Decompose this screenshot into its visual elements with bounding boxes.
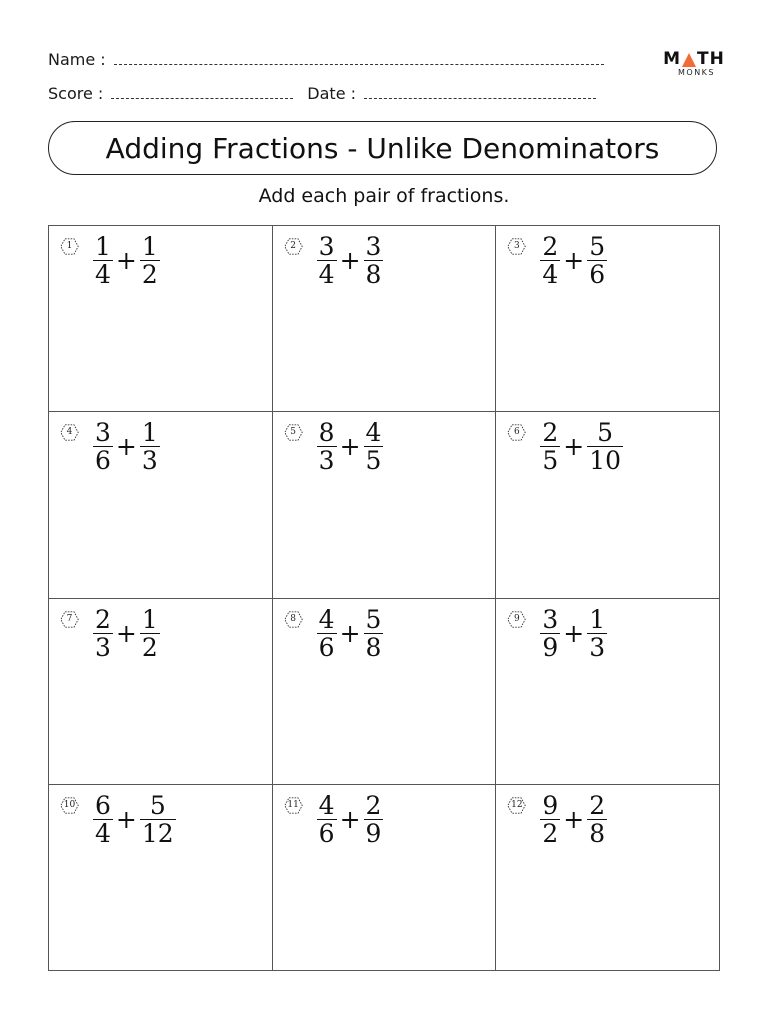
- problem-cell[interactable]: [273, 785, 497, 971]
- denominator: 6: [318, 632, 335, 662]
- numerator: 1: [141, 418, 158, 448]
- problem-number-badge: [507, 797, 526, 814]
- second-fraction: [140, 418, 160, 476]
- logo-wordmark: [664, 50, 724, 68]
- problem-number: 11: [287, 799, 299, 810]
- problem-cell[interactable]: [496, 785, 720, 971]
- denominator: 4: [318, 260, 335, 289]
- numerator: 2: [542, 418, 559, 448]
- first-fraction: [317, 790, 337, 848]
- problem-number: 7: [66, 613, 73, 624]
- plus-sign: +: [563, 618, 585, 648]
- fraction-expression: [93, 418, 160, 476]
- problem-number: 8: [290, 613, 297, 624]
- second-fraction: [587, 418, 623, 476]
- numerator: 1: [141, 232, 158, 261]
- second-fraction: [140, 234, 160, 287]
- fraction-expression: [317, 790, 384, 848]
- denominator: 12: [141, 818, 174, 848]
- title-banner: [48, 121, 717, 175]
- problem-cell[interactable]: [273, 226, 497, 412]
- denominator: 5: [542, 446, 559, 476]
- problem-number-badge: [60, 424, 79, 441]
- fraction-expression: [93, 604, 160, 662]
- plus-sign: +: [115, 618, 137, 648]
- numerator: 1: [95, 232, 111, 261]
- math-monks-logo: [664, 50, 724, 78]
- problem-number-badge: [60, 238, 79, 255]
- second-fraction: [587, 234, 607, 287]
- fraction-expression: [540, 604, 607, 662]
- plus-sign: +: [339, 618, 361, 648]
- problem-number-badge: [284, 424, 303, 441]
- numerator: 5: [589, 232, 606, 261]
- denominator: 3: [589, 632, 606, 662]
- problem-cell[interactable]: [49, 599, 273, 785]
- denominator: 3: [141, 446, 158, 476]
- denominator: 8: [365, 632, 382, 662]
- second-fraction: [364, 418, 384, 476]
- problem-cell[interactable]: [49, 412, 273, 598]
- numerator: 5: [365, 604, 382, 634]
- denominator: 3: [318, 446, 335, 476]
- problem-number-badge: [60, 611, 79, 628]
- problem-number-badge: [60, 797, 79, 814]
- first-fraction: [317, 604, 337, 662]
- problem-number: 3: [513, 241, 520, 251]
- problem-number: 10: [63, 799, 76, 810]
- problem-cell[interactable]: [496, 599, 720, 785]
- score-field[interactable]: [111, 98, 293, 99]
- plus-sign: +: [563, 804, 585, 834]
- date-field[interactable]: [364, 98, 596, 99]
- first-fraction: [540, 234, 560, 287]
- plus-sign: +: [115, 804, 137, 834]
- denominator: 3: [95, 632, 111, 662]
- first-fraction: [317, 234, 337, 287]
- denominator: 9: [365, 818, 382, 848]
- first-fraction: [540, 790, 560, 848]
- logo-word-left: M: [663, 49, 682, 69]
- problem-number-badge: [507, 611, 526, 628]
- first-fraction: [540, 604, 560, 662]
- logo-triangle-icon: [682, 53, 696, 67]
- numerator: 5: [597, 418, 614, 448]
- problem-number-badge: [284, 797, 303, 814]
- fraction-expression: [317, 234, 384, 287]
- first-fraction: [93, 604, 113, 662]
- denominator: 2: [542, 818, 559, 848]
- second-fraction: [140, 604, 160, 662]
- page-title: Adding Fractions - Unlike Denominators: [105, 131, 660, 165]
- numerator: 8: [318, 418, 335, 448]
- denominator: 6: [589, 260, 606, 289]
- problem-number: 2: [290, 241, 297, 251]
- numerator: 1: [589, 604, 606, 634]
- fraction-expression: [317, 604, 384, 662]
- first-fraction: [317, 418, 337, 476]
- name-field-row: [48, 50, 604, 69]
- plus-sign: +: [563, 432, 585, 462]
- first-fraction: [93, 234, 113, 287]
- denominator: 2: [141, 260, 158, 289]
- problem-number: 5: [290, 427, 297, 438]
- second-fraction: [587, 604, 607, 662]
- numerator: 2: [589, 790, 606, 820]
- second-fraction: [364, 790, 384, 848]
- first-fraction: [93, 418, 113, 476]
- numerator: 3: [365, 232, 382, 261]
- numerator: 4: [318, 604, 335, 634]
- denominator: 4: [95, 818, 111, 848]
- second-fraction: [140, 790, 176, 848]
- problem-cell[interactable]: [49, 785, 273, 971]
- second-fraction: [364, 604, 384, 662]
- fraction-expression: [540, 234, 607, 287]
- denominator: 8: [589, 818, 606, 848]
- name-label: Name :: [48, 50, 106, 69]
- fraction-expression: [317, 418, 384, 476]
- plus-sign: +: [115, 432, 137, 462]
- denominator: 8: [365, 260, 382, 289]
- denominator: 9: [542, 632, 559, 662]
- numerator: 2: [542, 232, 559, 261]
- problem-number: 1: [66, 241, 73, 251]
- denominator: 2: [141, 632, 158, 662]
- plus-sign: +: [339, 432, 361, 462]
- problem-number-badge: [284, 611, 303, 628]
- denominator: 6: [318, 818, 335, 848]
- problem-cell[interactable]: [496, 226, 720, 412]
- problem-number: 4: [66, 427, 73, 438]
- second-fraction: [587, 790, 607, 848]
- logo-word-right: TH: [697, 49, 725, 69]
- numerator: 4: [365, 418, 382, 448]
- numerator: 3: [318, 232, 335, 261]
- score-label: Score :: [48, 84, 104, 103]
- date-label: Date :: [307, 84, 357, 103]
- numerator: 2: [95, 604, 111, 634]
- second-fraction: [364, 234, 384, 287]
- plus-sign: +: [339, 804, 361, 834]
- problem-cell[interactable]: [496, 412, 720, 598]
- numerator: 9: [542, 790, 559, 820]
- numerator: 6: [95, 790, 111, 820]
- denominator: 4: [95, 260, 111, 289]
- logo-subtitle: MONKS: [678, 68, 716, 77]
- plus-sign: +: [339, 246, 361, 275]
- problem-cell[interactable]: [273, 599, 497, 785]
- denominator: 6: [95, 446, 111, 476]
- plus-sign: +: [563, 246, 585, 275]
- name-field[interactable]: [114, 64, 604, 65]
- problem-number: 12: [511, 799, 523, 810]
- problem-number-badge: [507, 238, 526, 255]
- score-date-field-row: [48, 84, 596, 103]
- numerator: 4: [318, 790, 335, 820]
- fraction-expression: [540, 418, 623, 476]
- problem-number-badge: [507, 424, 526, 441]
- problem-cell[interactable]: [49, 226, 273, 412]
- plus-sign: +: [115, 246, 137, 275]
- numerator: 3: [542, 604, 559, 634]
- problem-number: 6: [513, 427, 520, 438]
- denominator: 5: [365, 446, 382, 476]
- numerator: 2: [365, 790, 382, 820]
- problem-grid: [48, 225, 720, 971]
- problem-cell[interactable]: [273, 412, 497, 598]
- numerator: 1: [141, 604, 158, 634]
- fraction-expression: [93, 234, 160, 287]
- problem-number: 9: [513, 613, 520, 624]
- denominator: 4: [542, 260, 559, 289]
- first-fraction: [93, 790, 113, 848]
- numerator: 5: [149, 790, 166, 820]
- instructions: Add each pair of fractions.: [258, 185, 510, 207]
- numerator: 3: [95, 418, 111, 448]
- denominator: 10: [589, 446, 621, 476]
- first-fraction: [540, 418, 560, 476]
- problem-number-badge: [284, 238, 303, 255]
- fraction-expression: [540, 790, 607, 848]
- fraction-expression: [93, 790, 176, 848]
